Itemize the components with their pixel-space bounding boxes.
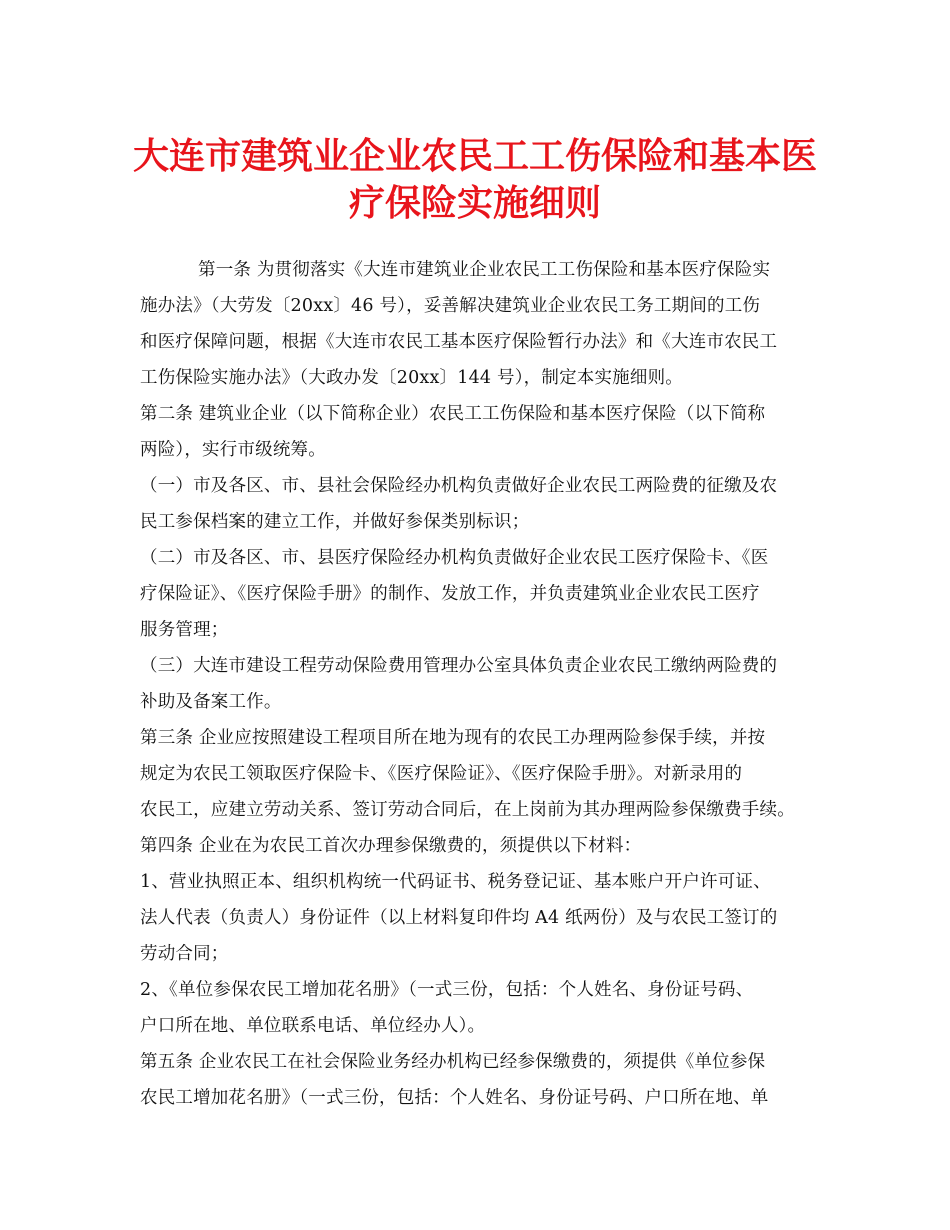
body-line: 两险），实行市级统筹。 <box>140 440 326 460</box>
document-title-line-2: 疗保险实施细则 <box>348 182 601 224</box>
body-line: 1、营业执照正本、组织机构统一代码证书、税务登记证、基本账户开户许可证、 <box>140 872 771 892</box>
body-line: 法人代表（负责人）身份证件（以上材料复印件均 A4 纸两份）及与农民工签订的 <box>140 908 778 928</box>
body-line: 第一条 为贯彻落实《大连市建筑业企业农民工工伤保险和基本医疗保险实 <box>198 260 771 280</box>
body-line: （二）市及各区、市、县医疗保险经办机构负责做好企业农民工医疗保险卡、《医 <box>140 548 769 568</box>
body-line: 服务管理； <box>140 620 229 640</box>
body-line: 第三条 企业应按照建设工程项目所在地为现有的农民工办理两险参保手续，并按 <box>140 728 766 748</box>
body-line: 劳动合同； <box>140 944 229 964</box>
body-line: 第五条 企业农民工在社会保险业务经办机构已经参保缴费的，须提供《单位参保 <box>140 1052 766 1072</box>
document-title-line-1: 大连市建筑业企业农民工工伤保险和基本医 <box>132 135 817 177</box>
body-line: 户口所在地、单位联系电话、单位经办人）。 <box>140 1016 486 1036</box>
body-line: 第四条 企业在为农民工首次办理参保缴费的，须提供以下材料： <box>140 836 642 856</box>
body-line: 第二条 建筑业企业（以下简称企业）农民工工伤保险和基本医疗保险（以下简称 <box>140 404 766 424</box>
body-line: 农民工增加花名册》（一式三份，包括：个人姓名、身份证号码、户口所在地、单 <box>140 1088 769 1108</box>
body-line: 民工参保档案的建立工作，并做好参保类别标识； <box>140 512 530 532</box>
body-line: （三）大连市建设工程劳动保险费用管理办公室具体负责企业农民工缴纳两险费的 <box>140 656 778 676</box>
body-line: 2、《单位参保农民工增加花名册》（一式三份，包括：个人姓名、身份证号码、 <box>140 980 754 1000</box>
body-line: 施办法》（大劳发〔20xx〕46 号），妥善解决建筑业企业农民工务工期间的工伤 <box>140 296 761 316</box>
body-line: 和医疗保障问题，根据《大连市农民工基本医疗保险暂行办法》和《大连市农民工 <box>140 332 778 352</box>
body-line: 补助及备案工作。 <box>140 692 282 712</box>
body-line: （一）市及各区、市、县社会保险经办机构负责做好企业农民工两险费的征缴及农 <box>140 476 778 496</box>
body-line: 工伤保险实施办法》（大政办发〔20xx〕144 号），制定本实施细则。 <box>140 368 683 388</box>
body-line: 疗保险证》、《医疗保险手册》的制作、发放工作，并负责建筑业企业农民工医疗 <box>140 584 760 604</box>
body-line: 规定为农民工领取医疗保险卡、《医疗保险证》、《医疗保险手册》。对新录用的 <box>140 764 743 784</box>
document-body <box>140 252 830 1116</box>
body-line: 农民工，应建立劳动关系、签订劳动合同后，在上岗前为其办理两险参保缴费手续。 <box>140 800 795 820</box>
